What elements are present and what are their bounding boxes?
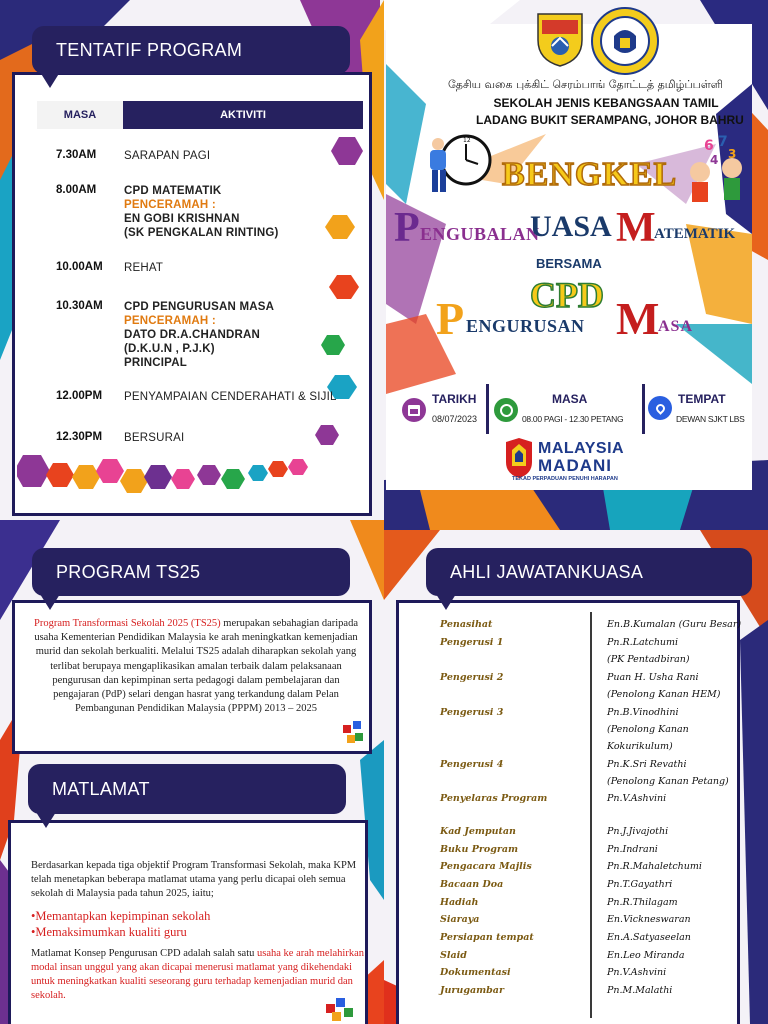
puzzle-people-icon bbox=[341, 717, 365, 747]
malaysia-madani-emblem bbox=[502, 436, 536, 480]
committee-name: Pn.T.Gayathri bbox=[607, 879, 673, 890]
committee-role: Buku Program bbox=[440, 844, 519, 855]
bersama-label: BERSAMA bbox=[536, 256, 602, 271]
committee-role: Hadiah bbox=[440, 897, 479, 908]
tempat-label: TEMPAT bbox=[678, 392, 726, 406]
matlamat-intro: Berdasarkan kepada tiga objektif Program Transformasi Sekolah, maka KPM telah menetapkan beberapa matlamat utama yang perlu dicapai oleh semua sekolah di Malaysia pada tahun 2025, iaitu; bbox=[31, 860, 357, 899]
svg-text:3: 3 bbox=[728, 147, 737, 161]
committee-role: Pengerusi 2 bbox=[440, 672, 504, 683]
matlamat-para-start: Matlamat Konsep Pengurusan CPD adalah salah satu bbox=[31, 948, 257, 959]
committee-name: Pn.R.Mahaletchumi bbox=[607, 861, 702, 872]
speaker-name: EN GOBI KRISHNAN bbox=[124, 213, 240, 225]
cover-panel bbox=[386, 24, 752, 490]
committee-name: Pn.V.Ashvini bbox=[607, 967, 667, 978]
committee-name: Pn.Indrani bbox=[607, 844, 658, 855]
committee-role: Penyelaras Program bbox=[440, 793, 548, 804]
matlamat-title: MATLAMAT bbox=[52, 778, 150, 799]
committee-name: En.Vickneswaran bbox=[607, 914, 691, 925]
ministry-seal-logo bbox=[590, 6, 660, 76]
committee-role: Bacaan Doa bbox=[440, 879, 504, 890]
committee-name: En.Leo Miranda bbox=[607, 950, 685, 961]
schedule-activity-block bbox=[124, 184, 279, 240]
title-asa: ASA bbox=[658, 318, 694, 335]
schedule-activity: REHAT bbox=[124, 262, 164, 274]
ts25-highlight: Program Transformasi Sekolah 2025 (TS25) bbox=[34, 618, 221, 629]
tentatif-title: TENTATIF PROGRAM bbox=[56, 39, 243, 60]
schedule-time: 12.30PM bbox=[56, 431, 103, 443]
title-initial-p2: P bbox=[436, 293, 465, 344]
committee-name-block bbox=[607, 756, 729, 790]
school-name-line1: SEKOLAH JENIS KEBANGSAAN TAMIL bbox=[493, 96, 719, 110]
committee-name-note: (Penolong Kanan Petang) bbox=[607, 776, 729, 787]
committee-role: Persiapan tempat bbox=[440, 932, 534, 943]
committee-name: Pn.J.Jivajothi bbox=[607, 826, 669, 837]
matlamat-title-tab bbox=[28, 764, 346, 814]
speaker-affiliation: (D.K.U.N , P.J.K) bbox=[124, 343, 215, 355]
title-initial-m2: M bbox=[616, 293, 660, 344]
brand-tagline: TEKAD PERPADUAN PENUHI HARAPAN bbox=[512, 476, 618, 482]
matlamat-bullet-2: •Memaksimumkan kualiti guru bbox=[31, 925, 187, 939]
schedule-time: 10.30AM bbox=[56, 300, 103, 312]
tab-pointer bbox=[436, 594, 456, 610]
committee-role: Slaid bbox=[440, 950, 467, 961]
speaker-title: PRINCIPAL bbox=[124, 357, 187, 369]
svg-text:7: 7 bbox=[718, 134, 728, 150]
schedule-activity: CPD MATEMATIK bbox=[124, 185, 222, 197]
schedule-activity: PENYAMPAIAN CENDERAHATI & SIJIL bbox=[124, 391, 337, 403]
speaker-name: DATO DR.A.CHANDRAN bbox=[124, 329, 261, 341]
svg-text:4: 4 bbox=[710, 153, 719, 167]
committee-name: Pn.R.Latchumi bbox=[607, 637, 679, 648]
svg-text:12: 12 bbox=[463, 137, 471, 144]
committee-name-note: Kokurikulum) bbox=[607, 741, 673, 752]
committee-role: Siaraya bbox=[440, 914, 480, 925]
svg-text:6: 6 bbox=[704, 138, 714, 154]
brand-line1: MALAYSIA bbox=[538, 440, 625, 457]
schedule-activity: SARAPAN PAGI bbox=[124, 150, 211, 162]
title-engurusan: ENGURUSAN bbox=[466, 316, 585, 336]
matlamat-paragraph bbox=[31, 947, 367, 1003]
tarikh-value: 08/07/2023 bbox=[432, 414, 478, 424]
tab-pointer bbox=[40, 594, 60, 610]
schedule-activity: BERSURAI bbox=[124, 432, 185, 444]
tempat-value: DEWAN SJKT LBS bbox=[676, 414, 745, 424]
committee-name-note: (Penolong Kanan HEM) bbox=[607, 689, 721, 700]
divider bbox=[642, 384, 645, 434]
committee-role: Jurugambar bbox=[440, 985, 504, 996]
schedule-time: 10.00AM bbox=[56, 261, 103, 273]
brand-line2: MADANI bbox=[538, 456, 612, 475]
clock-illustration bbox=[426, 128, 492, 204]
tarikh-label: TARIKH bbox=[432, 392, 477, 406]
clock-icon bbox=[494, 398, 518, 422]
schedule-header-aktiviti bbox=[123, 101, 363, 129]
committee-name-block bbox=[607, 634, 690, 668]
matlamat-bullet-1: •Memantapkan kepimpinan sekolah bbox=[31, 909, 211, 923]
committee-name-note: (PK Pentadbiran) bbox=[607, 654, 690, 665]
school-name-line2: LADANG BUKIT SERAMPANG, JOHOR BAHRU bbox=[476, 113, 744, 127]
committee-role: Pengerusi 1 bbox=[440, 637, 504, 648]
schedule-time: 8.00AM bbox=[56, 184, 97, 196]
matlamat-para-red: usaha ke arah melahirkan modal insan unggul yang akan dicapai menerusi matlamat yang dikehendaki untuk meningkatkan kualiti seseorang guru terhadap kemenjadian murid dan sekolah. bbox=[31, 948, 364, 1001]
schedule-activity-block bbox=[124, 300, 274, 370]
calendar-icon bbox=[402, 398, 426, 422]
puzzle-people-icon bbox=[324, 994, 358, 1024]
committee-name: En.A.Satyaseelan bbox=[607, 932, 691, 943]
committee-name: Pn.M.Malathi bbox=[607, 985, 673, 996]
committee-name: Pn.V.Ashvini bbox=[607, 793, 667, 804]
title-initial-m: M bbox=[616, 205, 656, 251]
ajk-divider bbox=[590, 612, 592, 1018]
schedule-time: 7.30AM bbox=[56, 149, 97, 161]
committee-role: Pengacara Majlis bbox=[440, 861, 532, 872]
committee-name: Pn.K.Sri Revathi bbox=[607, 759, 687, 770]
ts25-title: PROGRAM TS25 bbox=[56, 561, 201, 582]
title-engubalan: ENGUBALAN bbox=[420, 224, 540, 244]
ts25-panel bbox=[12, 600, 372, 754]
col-aktiviti-label: AKTIVITI bbox=[220, 109, 266, 121]
committee-name-block bbox=[607, 704, 689, 755]
ts25-title-tab bbox=[32, 548, 350, 596]
ts25-text: merupakan sebahagian daripada usaha Kementerian Pendidikan Malaysia ke arah meningkatkan kemenjadian murid dan sekolah berkualiti. Melalui TS25 adalah diharapkan sekolah yang terlibat berupaya mengaplikasikan amalan terbaik dalam pelaksanaan pengurusan dan kepimpinan serta pedagogi dalam pembelajaran dan pengajaran (PdP) selari dengan hasrat yang terkandung dalam Pelan Pembangunan Pendidikan Malaysia (PPPM) 2013 – 2025 bbox=[34, 618, 358, 715]
school-name-tamil: தேசிய வகை புக்கிட் செரம்பாங் தோட்டத் தமிழ்ப்பள்ளி bbox=[448, 78, 723, 91]
committee-role: Pengerusi 3 bbox=[440, 707, 504, 718]
info-strip bbox=[396, 378, 745, 438]
col-masa-label: MASA bbox=[63, 109, 97, 121]
committee-role: Kad Jemputan bbox=[440, 826, 516, 837]
title-uasa: UASA bbox=[530, 210, 612, 243]
committee-name: Pn.B.Vinodhini bbox=[607, 707, 679, 718]
schedule-header-masa bbox=[37, 101, 123, 129]
ajk-title-tab bbox=[426, 548, 752, 596]
masa-value: 08.00 PAGI - 12.30 PETANG bbox=[522, 414, 624, 424]
location-pin-icon bbox=[648, 396, 672, 420]
committee-name-block bbox=[607, 669, 720, 703]
committee-name-note: (Penolong Kanan bbox=[607, 724, 689, 735]
divider bbox=[486, 384, 489, 434]
title-bengkel: BENGKEL bbox=[502, 156, 678, 193]
kids-numbers-illustration bbox=[684, 132, 750, 208]
title-initial-p: P bbox=[394, 205, 420, 251]
masa-label: MASA bbox=[552, 392, 588, 406]
ajk-title: AHLI JAWATANKUASA bbox=[450, 561, 644, 582]
committee-role: Pengerusi 4 bbox=[440, 759, 504, 770]
matlamat-panel bbox=[8, 820, 368, 1024]
ts25-body bbox=[31, 617, 361, 716]
title-cpd: CPD bbox=[530, 275, 604, 315]
speaker-affiliation: (SK PENGKALAN RINTING) bbox=[124, 227, 279, 239]
tentatif-panel bbox=[12, 72, 372, 516]
title-atematik: ATEMATIK bbox=[654, 226, 736, 242]
committee-name: Pn.R.Thilagam bbox=[607, 897, 678, 908]
committee-role: Dokumentasi bbox=[440, 967, 511, 978]
schedule-activity: CPD PENGURUSAN MASA bbox=[124, 301, 275, 313]
tab-pointer bbox=[36, 812, 56, 828]
school-crest-logo bbox=[534, 10, 586, 68]
tentatif-title-tab bbox=[32, 26, 350, 74]
committee-name: Puan H. Usha Rani bbox=[607, 672, 699, 683]
schedule-time: 12.00PM bbox=[56, 390, 103, 402]
speaker-role: PENCERAMAH : bbox=[124, 199, 216, 211]
committee-name: En.B.Kumalan (Guru Besar) bbox=[607, 619, 742, 630]
committee-role: Penasihat bbox=[440, 619, 493, 630]
speaker-role: PENCERAMAH : bbox=[124, 315, 216, 327]
tab-pointer bbox=[40, 72, 60, 88]
